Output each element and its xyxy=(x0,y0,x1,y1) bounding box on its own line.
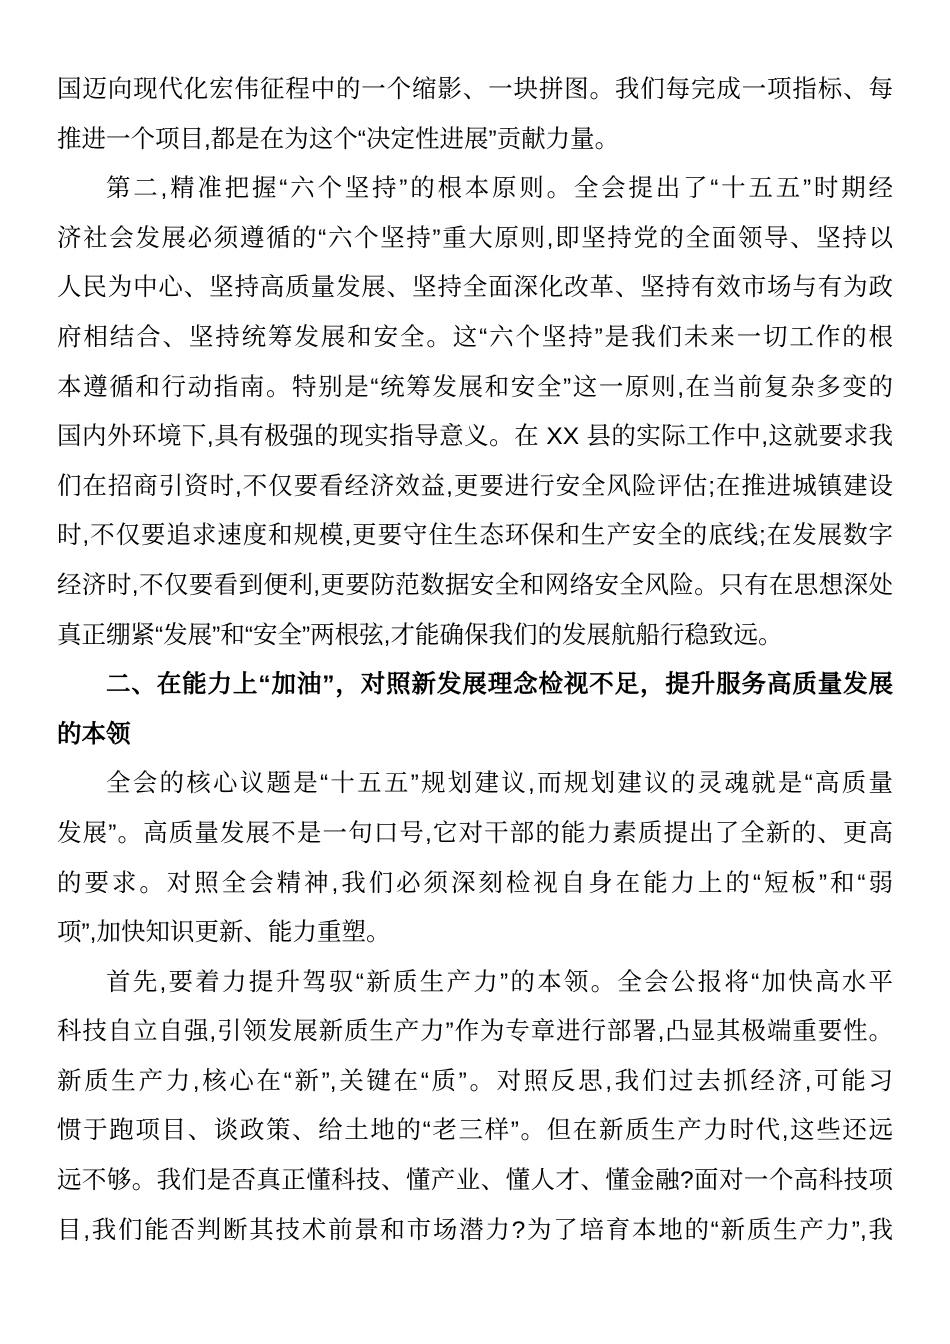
paragraph-line: 新质生产力,核心在“新”,关键在“质”。对照反思,我们过去抓经济,可能习 xyxy=(57,1067,893,1095)
paragraph-line: 府相结合、坚持统筹发展和安全。这“六个坚持”是我们未来一切工作的根 xyxy=(57,323,893,351)
paragraph-line: 真正绷紧“发展”和“安全”两根弦,才能确保我们的发展航船行稳致远。 xyxy=(57,621,783,649)
paragraph-line: 首先,要着力提升驾驭“新质生产力”的本领。全会公报将“加快高水平 xyxy=(106,968,893,996)
paragraph-line: 国内外环境下,具有极强的现实指导意义。在 XX 县的实际工作中,这就要求我 xyxy=(57,423,893,451)
paragraph-line: 第二,精准把握“六个坚持”的根本原则。全会提出了“十五五”时期经 xyxy=(106,175,893,203)
paragraph-line: 发展”。高质量发展不是一句口号,它对干部的能力素质提出了全新的、更高 xyxy=(57,819,893,847)
paragraph-line: 人民为中心、坚持高质量发展、坚持全面深化改革、坚持有效市场与有为政 xyxy=(57,274,893,302)
paragraph-line: 全会的核心议题是“十五五”规划建议,而规划建议的灵魂就是“高质量 xyxy=(106,770,893,798)
paragraph-line: 经济时,不仅要看到便利,更要防范数据安全和网络安全风险。只有在思想深处 xyxy=(57,571,893,599)
paragraph-line: 科技自立自强,引领发展新质生产力”作为专章进行部署,凸显其极端重要性。 xyxy=(57,1018,893,1046)
paragraph-line: 的要求。对照全会精神,我们必须深刻检视自身在能力上的“短板”和“弱 xyxy=(57,869,893,897)
section-heading-line: 二、在能力上“加油”，对照新发展理念检视不足，提升服务高质量发展 xyxy=(106,671,893,699)
paragraph-line: 国迈向现代化宏伟征程中的一个缩影、一块拼图。我们每完成一项指标、每 xyxy=(57,76,893,103)
paragraph-line: 惯于跑项目、谈政策、给土地的“老三样”。但在新质生产力时代,这些还远 xyxy=(57,1117,893,1145)
paragraph-line: 推进一个项目,都是在为这个“决定性进展”贡献力量。 xyxy=(57,125,620,153)
paragraph-line: 时,不仅要追求速度和规模,更要守住生态环保和生产安全的底线;在发展数字 xyxy=(57,522,893,550)
paragraph-line: 目,我们能否判断其技术前景和市场潜力?为了培育本地的“新质生产力”,我 xyxy=(57,1216,893,1244)
paragraph-line: 济社会发展必须遵循的“六个坚持”重大原则,即坚持党的全面领导、坚持以 xyxy=(57,224,893,252)
paragraph-line: 远不够。我们是否真正懂科技、懂产业、懂人才、懂金融?面对一个高科技项 xyxy=(57,1167,893,1195)
document-content xyxy=(57,65,893,1255)
paragraph-line: 项”,加快知识更新、能力重塑。 xyxy=(57,919,391,947)
paragraph-line: 本遵循和行动指南。特别是“统筹发展和安全”这一原则,在当前复杂多变的 xyxy=(57,373,893,401)
paragraph-line: 们在招商引资时,不仅要看经济效益,更要进行安全风险评估;在推进城镇建设 xyxy=(57,472,893,500)
section-heading-line: 的本领 xyxy=(57,720,131,748)
